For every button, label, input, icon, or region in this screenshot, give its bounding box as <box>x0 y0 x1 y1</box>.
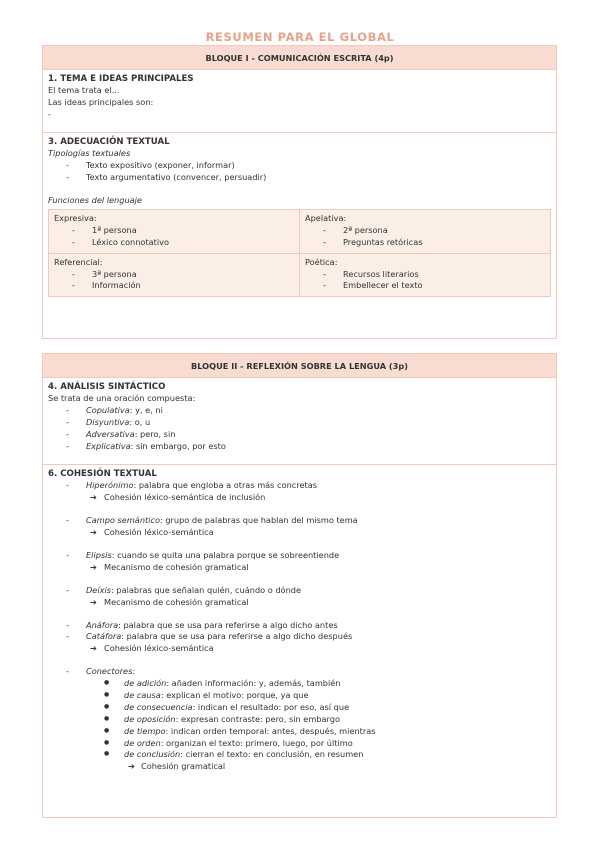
subheading: Funciones del lenguaje <box>48 195 142 206</box>
list-item: - Adversativa: pero, sin <box>66 429 551 441</box>
section-title: 1. TEMA E IDEAS PRINCIPALES <box>48 74 194 84</box>
list-item: - Léxico connotativo <box>72 237 294 249</box>
arrow-note: ➔ Mecanismo de cohesión gramatical <box>90 596 249 607</box>
section-cohesion <box>43 464 556 777</box>
text-line: El tema trata el... <box>48 85 120 96</box>
list-item: - 3ª persona <box>72 269 294 281</box>
table-cell <box>49 210 300 254</box>
list-item: - Hiperónimo: palabra que engloba a otras más concretas <box>66 480 551 492</box>
list-item: - Copulativa: y, e, ni <box>66 405 551 417</box>
section-analisis <box>43 378 556 464</box>
list-item: ● de consecuencia: indican el resultado: por eso, así que <box>104 702 551 714</box>
list-item: - Información <box>72 280 294 292</box>
arrow-icon: ➔ <box>90 492 97 503</box>
cell-label: Apelativa: <box>305 213 347 224</box>
arrow-note: ➔ Cohesión gramatical <box>128 761 226 772</box>
table-cell <box>300 253 551 297</box>
bloque-1-box <box>42 45 557 339</box>
list-item: - Embellecer el texto <box>323 280 545 292</box>
list-item: ● de causa: explican el motivo: porque, ya que <box>104 690 551 702</box>
list-item: ● de conclusión: cierran el texto: en conclusión, en resumen <box>104 749 551 761</box>
arrow-icon: ➔ <box>90 561 97 572</box>
list-item: ● de tiempo: indican orden temporal: antes, después, mientras <box>104 726 551 738</box>
list-item: - Catáfora: palabra que se usa para referirse a algo dicho después <box>66 631 551 643</box>
text-line: Las ideas principales son: <box>48 97 154 108</box>
arrow-note: ➔ Cohesión léxico-semántica de inclusión <box>90 492 266 503</box>
list-item: - 2ª persona <box>323 225 545 237</box>
section-title: 6. COHESIÓN TEXTUAL <box>48 469 157 479</box>
bloque-1-header: BLOQUE I - COMUNICACIÓN ESCRITA (4p) <box>43 46 556 70</box>
list-item: - Recursos literarios <box>323 269 545 281</box>
list-item: - Conectores: <box>66 666 551 678</box>
section-tema <box>43 70 556 132</box>
list-item: - Campo semántico: grupo de palabras que hablan del mismo tema <box>66 515 551 527</box>
list-item: - Explicativa: sin embargo, por esto <box>66 441 551 453</box>
list-item: ● de adición: añaden información: y, además, también <box>104 678 551 690</box>
table-cell <box>49 253 300 297</box>
bloque-2-header: BLOQUE II - REFLEXIÓN SOBRE LA LENGUA (3p) <box>43 354 556 378</box>
arrow-note: ➔ Cohesión léxico-semántica <box>90 527 214 538</box>
arrow-note: ➔ Mecanismo de cohesión gramatical <box>90 561 249 572</box>
table-cell <box>300 210 551 254</box>
arrow-icon: ➔ <box>128 761 135 772</box>
section-title: 3. ADECUACIÓN TEXTUAL <box>48 137 170 147</box>
tipologias-list <box>48 160 551 184</box>
list-item: - Texto expositivo (exponer, informar) <box>66 160 551 172</box>
arrow-icon: ➔ <box>90 643 97 654</box>
cell-label: Poética: <box>305 256 338 267</box>
cell-label: Referencial: <box>54 256 103 267</box>
text-line: - <box>48 109 51 120</box>
bloque-2-box <box>42 353 557 818</box>
subheading: Tipologías textuales <box>48 148 131 159</box>
list-item: - Disyuntiva: o, u <box>66 417 551 429</box>
arrow-icon: ➔ <box>90 596 97 607</box>
list-item: ● de orden: organizan el texto: primero, luego, por último <box>104 738 551 750</box>
list-item: - Preguntas retóricas <box>323 237 545 249</box>
text-line: Se trata de una oración compuesta: <box>48 393 196 404</box>
list-item: - 1ª persona <box>72 225 294 237</box>
list-item: - Anáfora: palabra que se usa para referirse a algo dicho antes <box>66 620 551 632</box>
list-item: - Deíxis: palabras que señalan quién, cuándo o dónde <box>66 585 551 597</box>
section-title: 4. ANÁLISIS SINTÁCTICO <box>48 382 166 392</box>
funciones-table <box>48 209 551 297</box>
list-item: - Texto argumentativo (convencer, persuadir) <box>66 172 551 184</box>
section-adecuacion <box>43 132 556 301</box>
arrow-note: ➔ Cohesión léxico-semántica <box>90 643 214 654</box>
list-item: - Elipsis: cuando se quita una palabra porque se sobreentiende <box>66 550 551 562</box>
conectores-list <box>48 678 551 761</box>
arrow-icon: ➔ <box>90 527 97 538</box>
cell-label: Expresiva: <box>54 213 97 224</box>
page-title: RESUMEN PARA EL GLOBAL <box>205 30 395 44</box>
list-item: ● de oposición: expresan contraste: pero, sin embargo <box>104 714 551 726</box>
